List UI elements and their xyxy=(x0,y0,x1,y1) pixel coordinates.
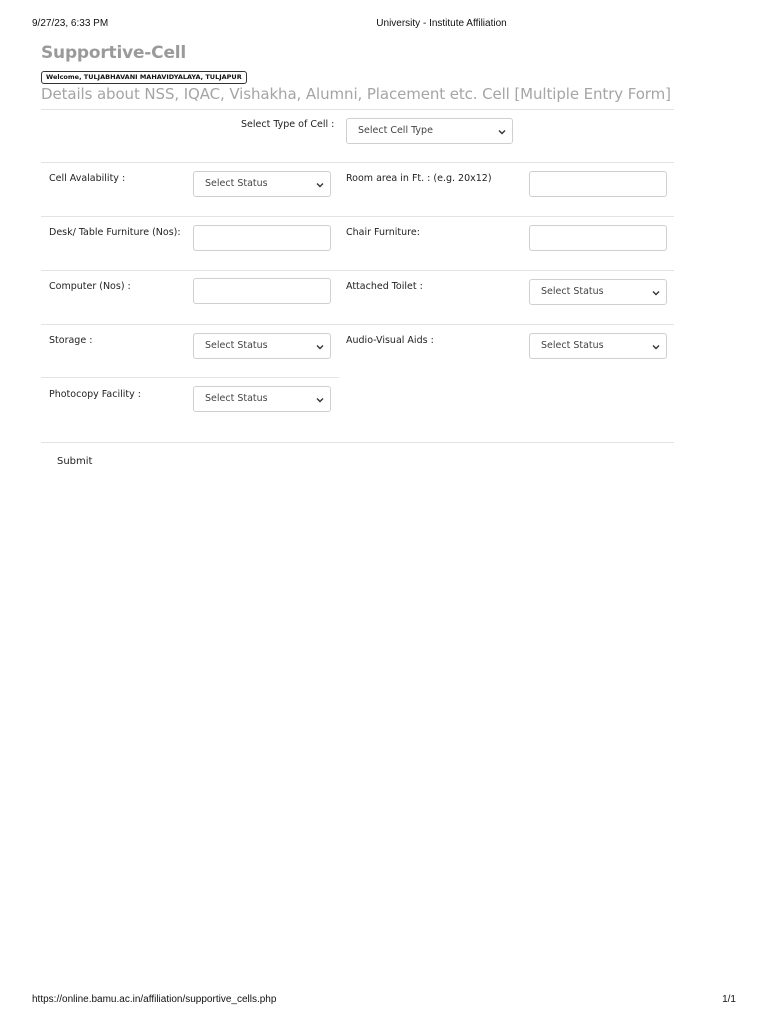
storage-select[interactable] xyxy=(193,333,331,359)
form-subtitle: Details about NSS, IQAC, Vishakha, Alumni, Placement etc. Cell [Multiple Entry Form] xyxy=(41,85,671,103)
print-footer xyxy=(0,994,768,1008)
chair-furniture-input[interactable] xyxy=(529,225,667,251)
chevron-down-icon xyxy=(316,181,324,189)
room-area-input[interactable] xyxy=(529,171,667,197)
attached-toilet-select-value: Select Status xyxy=(541,286,604,297)
divider xyxy=(41,109,674,110)
chevron-down-icon xyxy=(498,128,506,136)
divider xyxy=(41,270,674,271)
chair-furniture-label: Chair Furniture: xyxy=(346,227,420,238)
photocopy-select[interactable] xyxy=(193,386,331,412)
cell-type-select[interactable] xyxy=(346,118,513,144)
audio-visual-select-value: Select Status xyxy=(541,340,604,351)
chevron-down-icon xyxy=(652,343,660,351)
cell-availability-select[interactable] xyxy=(193,171,331,197)
chevron-down-icon xyxy=(316,343,324,351)
photocopy-select-value: Select Status xyxy=(205,393,268,404)
divider xyxy=(41,216,674,217)
print-page-count: 1/1 xyxy=(722,994,736,1005)
photocopy-label: Photocopy Facility : xyxy=(49,389,141,400)
desk-furniture-input[interactable] xyxy=(193,225,331,251)
audio-visual-select[interactable] xyxy=(529,333,667,359)
divider xyxy=(41,442,674,443)
cell-type-label: Select Type of Cell : xyxy=(241,119,335,130)
chevron-down-icon xyxy=(652,289,660,297)
chevron-down-icon xyxy=(316,396,324,404)
audio-visual-label: Audio-Visual Aids : xyxy=(346,335,434,346)
attached-toilet-label: Attached Toilet : xyxy=(346,281,423,292)
desk-furniture-label: Desk/ Table Furniture (Nos): xyxy=(49,227,181,238)
computer-label: Computer (Nos) : xyxy=(49,281,131,292)
storage-label: Storage : xyxy=(49,335,93,346)
cell-type-select-value: Select Cell Type xyxy=(358,125,433,136)
page-title: Supportive-Cell xyxy=(41,43,187,63)
divider xyxy=(41,162,674,163)
room-area-label: Room area in Ft. : (e.g. 20x12) xyxy=(346,173,492,184)
submit-button[interactable]: Submit xyxy=(57,456,93,467)
attached-toilet-select[interactable] xyxy=(529,279,667,305)
welcome-badge: Welcome, TULJABHAVANI MAHAVIDYALAYA, TULJAPUR xyxy=(41,71,247,84)
print-url: https://online.bamu.ac.in/affiliation/supportive_cells.php xyxy=(32,994,277,1005)
print-doc-title: University - Institute Affiliation xyxy=(376,18,507,29)
print-header xyxy=(0,18,768,32)
computer-input[interactable] xyxy=(193,278,331,304)
storage-select-value: Select Status xyxy=(205,340,268,351)
divider xyxy=(41,324,674,325)
cell-availability-label: Cell Avalability : xyxy=(49,173,126,184)
divider xyxy=(41,377,339,378)
cell-availability-select-value: Select Status xyxy=(205,178,268,189)
print-date: 9/27/23, 6:33 PM xyxy=(32,18,109,29)
